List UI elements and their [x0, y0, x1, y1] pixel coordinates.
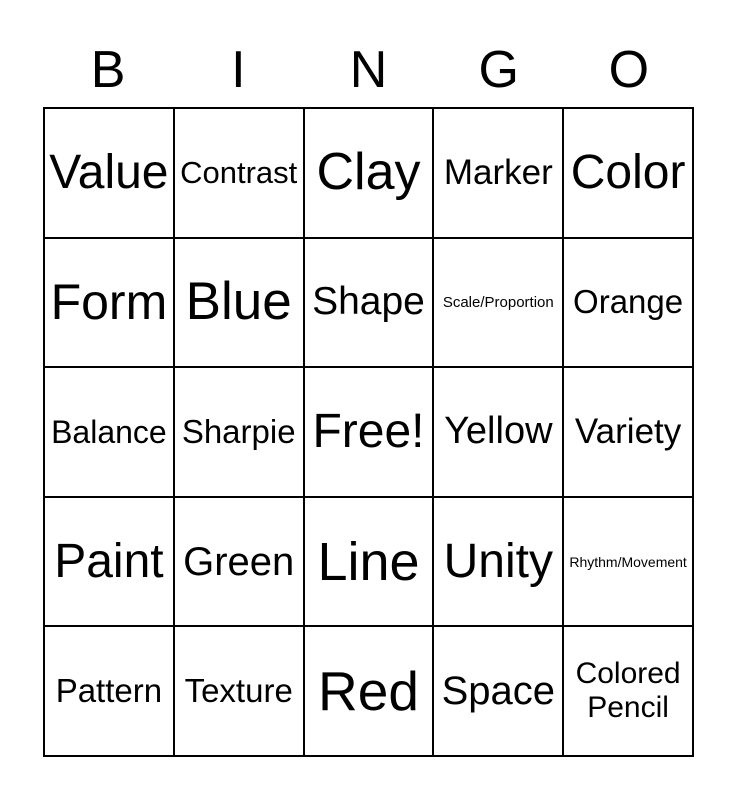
free-space-cell[interactable]: Free! [305, 368, 433, 496]
bingo-cell[interactable]: Form [45, 239, 173, 367]
bingo-header [43, 0, 694, 107]
bingo-board [43, 0, 694, 757]
bingo-cell[interactable]: Space [434, 627, 562, 755]
bingo-cell[interactable]: Colored Pencil [564, 627, 692, 755]
header-letter-i: I [231, 41, 246, 99]
bingo-cell[interactable]: Contrast [175, 109, 303, 237]
bingo-cell[interactable]: Shape [305, 239, 433, 367]
bingo-cell[interactable]: Marker [434, 109, 562, 237]
bingo-cell[interactable]: Green [175, 498, 303, 626]
header-letter-g: G [478, 41, 519, 99]
bingo-cell[interactable]: Scale/Proportion [434, 239, 562, 367]
header-letter-b: B [90, 41, 126, 99]
bingo-cell[interactable]: Balance [45, 368, 173, 496]
bingo-cell[interactable]: Texture [175, 627, 303, 755]
bingo-cell[interactable]: Yellow [434, 368, 562, 496]
bingo-cell[interactable]: Variety [564, 368, 692, 496]
bingo-cell[interactable]: Line [305, 498, 433, 626]
bingo-cell[interactable]: Clay [305, 109, 433, 237]
bingo-cell[interactable]: Blue [175, 239, 303, 367]
bingo-cell[interactable]: Red [305, 627, 433, 755]
bingo-cell[interactable]: Sharpie [175, 368, 303, 496]
bingo-cell[interactable]: Rhythm/Movement [564, 498, 692, 626]
bingo-cell[interactable]: Paint [45, 498, 173, 626]
bingo-cell[interactable]: Color [564, 109, 692, 237]
header-letter-n: N [349, 41, 388, 99]
header-letter-o: O [608, 41, 650, 99]
bingo-cell[interactable]: Unity [434, 498, 562, 626]
bingo-grid [43, 107, 694, 757]
bingo-cell[interactable]: Orange [564, 239, 692, 367]
bingo-cell[interactable]: Value [45, 109, 173, 237]
bingo-cell[interactable]: Pattern [45, 627, 173, 755]
